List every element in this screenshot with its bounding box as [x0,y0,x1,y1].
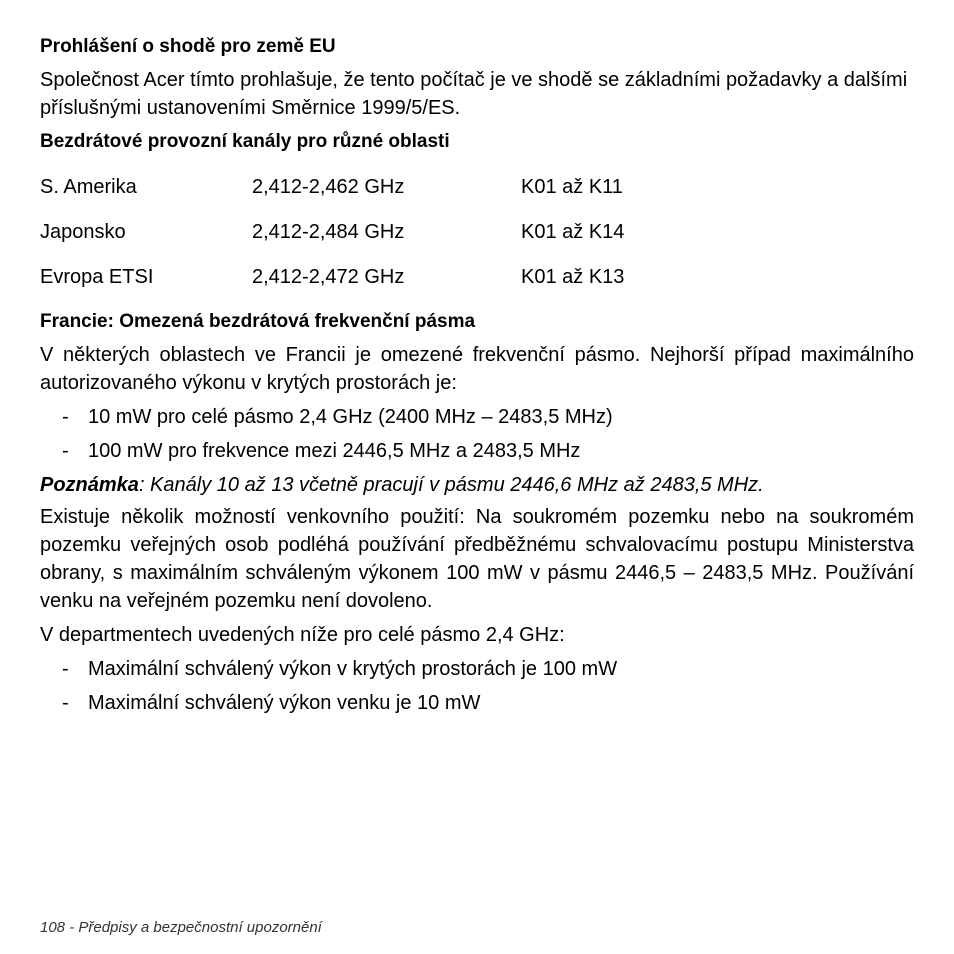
france-intro-text: V některých oblastech ve Francii je omezené frekvenční pásmo. Nejhorší případ maximálního autorizovaného výkonu v krytých prostorách je: [40,344,914,394]
table-row [40,218,821,263]
eu-declaration-heading: Prohlášení o shodě pro země EU [40,36,336,57]
list-item-text: 10 mW pro celé pásmo 2,4 GHz (2400 MHz – 2483,5 MHz) [88,406,613,428]
region-cell: Japonsko [40,221,126,243]
list-item [40,437,914,465]
region-cell: S. Amerika [40,176,137,198]
eu-declaration-text: Společnost Acer tímto prohlašuje, že tento počítač je ve shodě se základními požadavky a dalšími příslušnými ustanoveními Směrnice 1999/5/ES. [40,69,908,119]
frequency-cell: 2,412-2,484 GHz [252,221,405,243]
channels-cell: K01 až K14 [521,221,625,243]
table-row [40,263,821,308]
outdoor-use-text: Existuje několik možností venkovního použití: Na soukromém pozemku nebo na soukromém pozemku veřejných osob podléhá používání předběžnému schvalovacímu postupu Ministerstva obrany, s maximálním schváleným výkonem 100 mW v pásmu 2446,5 – 2483,5 MHz. Používání venku na veřejném pozemku není dovoleno. [40,506,914,612]
channels-cell: K01 až K11 [521,176,623,198]
list-item-text: 100 mW pro frekvence mezi 2446,5 MHz a 2483,5 MHz [88,440,581,462]
dash-bullet: - [62,692,69,714]
france-restrictions-heading: Francie: Omezená bezdrátová frekvenční pásma [40,311,476,332]
frequency-cell: 2,412-2,462 GHz [252,176,405,198]
wireless-channels-table [40,173,821,308]
frequency-cell: 2,412-2,472 GHz [252,266,405,288]
list-item [40,689,914,717]
note-label: Poznámka [40,474,139,496]
list-item [40,403,914,431]
departments-intro-text: V departmentech uvedených níže pro celé pásmo 2,4 GHz: [40,624,565,646]
table-row [40,173,821,218]
page-footer: 108 - Předpisy a bezpečnostní upozornění [40,919,322,936]
region-cell: Evropa ETSI [40,266,154,288]
document-page [40,34,914,723]
indoor-limits-list [40,403,914,465]
dash-bullet: - [62,440,69,462]
channels-cell: K01 až K13 [521,266,625,288]
list-item-text: Maximální schválený výkon venku je 10 mW [88,692,481,714]
wireless-channels-heading: Bezdrátové provozní kanály pro různé oblasti [40,131,450,152]
note-paragraph [40,471,914,499]
dash-bullet: - [62,406,69,428]
note-text: : Kanály 10 až 13 včetně pracují v pásmu 2446,6 MHz až 2483,5 MHz. [138,474,764,496]
department-limits-list [40,655,914,717]
list-item-text: Maximální schválený výkon v krytých prostorách je 100 mW [88,658,618,680]
list-item [40,655,914,683]
dash-bullet: - [62,658,69,680]
